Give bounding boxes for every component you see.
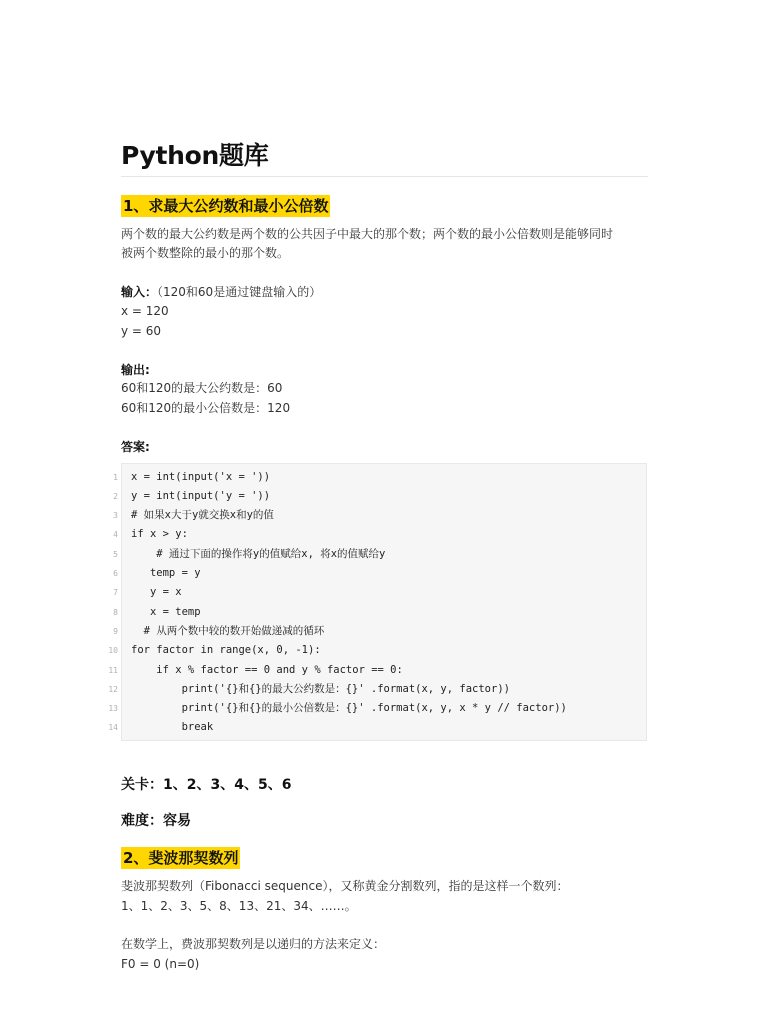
- line-number: 7: [113, 588, 118, 597]
- code-line: [108, 661, 648, 680]
- line-number: 14: [108, 723, 118, 732]
- input-label: 输入：: [121, 285, 158, 299]
- code-line: [113, 583, 648, 602]
- line-number: 6: [113, 569, 118, 578]
- line-number: 10: [108, 646, 118, 655]
- line-number: 1: [113, 473, 118, 482]
- line-number: 5: [113, 550, 118, 559]
- code-line: [108, 680, 648, 699]
- title-divider: [121, 176, 648, 177]
- page-title: Python题库: [121, 141, 269, 170]
- line-number: 4: [113, 530, 118, 539]
- code-line: [113, 506, 648, 525]
- output-label: 输出:: [121, 363, 150, 377]
- code-text: for factor in range(x, 0, -1):: [131, 644, 321, 656]
- code-line: [108, 718, 648, 737]
- line-number: 9: [113, 627, 118, 636]
- code-text: y = int(input('y = ')): [131, 490, 271, 502]
- line-number: 11: [108, 666, 118, 675]
- code-text: print('{}和{}的最小公倍数是：{}' .format(x, y, x * y // factor)): [131, 702, 567, 714]
- problem1-desc-line-1: 两个数的最大公约数是两个数的公共因子中最大的那个数；两个数的最小公倍数则是能够同时: [121, 227, 614, 241]
- problem2-line-3: 在数学上，费波那契数列是以递归的方法来定义：: [121, 937, 386, 951]
- problem2-line-1: 斐波那契数列（Fibonacci sequence），又称黄金分割数列，指的是这样一个数列：: [121, 879, 569, 893]
- input-x-line: x = 120: [121, 304, 169, 318]
- problem1-desc-line-2: 被两个数整除的最小的那个数。: [121, 246, 290, 260]
- output-lcm-line: 60和120的最小公倍数是：120: [121, 401, 291, 415]
- answer-label: 答案:: [121, 440, 150, 454]
- problem2-line-2: 1、1、2、3、5、8、13、21、34、……。: [121, 899, 357, 913]
- code-line: [113, 622, 648, 641]
- levels-line: 关卡：1、2、3、4、5、6: [121, 777, 292, 793]
- line-number: 2: [113, 492, 118, 501]
- code-line: [113, 468, 648, 487]
- output-gcd-line: 60和120的最大公约数是：60: [121, 381, 283, 395]
- code-text: y = x: [131, 586, 182, 598]
- code-line: [108, 699, 648, 718]
- code-line: [113, 545, 648, 564]
- code-text: # 通过下面的操作将y的值赋给x, 将x的值赋给y: [131, 548, 386, 560]
- input-row: [121, 284, 321, 300]
- input-note: （120和60是通过键盘输入的）: [157, 285, 322, 299]
- code-text: # 从两个数中较的数开始做递减的循环: [131, 625, 325, 637]
- code-line: [113, 487, 648, 506]
- line-number: 8: [113, 608, 118, 617]
- problem2-heading: 2、斐波那契数列: [123, 849, 239, 867]
- code-text: if x % factor == 0 and y % factor == 0:: [131, 664, 403, 676]
- difficulty-line: 难度：容易: [121, 813, 191, 829]
- code-text: if x > y:: [131, 528, 188, 540]
- line-number: 13: [108, 704, 118, 713]
- code-text: temp = y: [131, 567, 201, 579]
- code-line: [113, 525, 648, 544]
- code-line: [113, 564, 648, 583]
- problem1-heading: 1、求最大公约数和最小公倍数: [123, 197, 329, 215]
- problem2-line-4: F0 = 0 (n=0): [121, 957, 200, 971]
- line-number: 12: [108, 685, 118, 694]
- code-text: x = int(input('x = ')): [131, 471, 271, 483]
- code-line: [108, 641, 648, 660]
- code-text: break: [131, 721, 214, 733]
- input-y-line: y = 60: [121, 324, 162, 338]
- code-block[interactable]: [108, 463, 647, 741]
- code-text: print('{}和{}的最大公约数是：{}' .format(x, y, factor)): [131, 683, 510, 695]
- code-text: # 如果x大于y就交换x和y的值: [131, 509, 274, 521]
- code-text: x = temp: [131, 606, 201, 618]
- code-line: [113, 603, 648, 622]
- line-number: 3: [113, 511, 118, 520]
